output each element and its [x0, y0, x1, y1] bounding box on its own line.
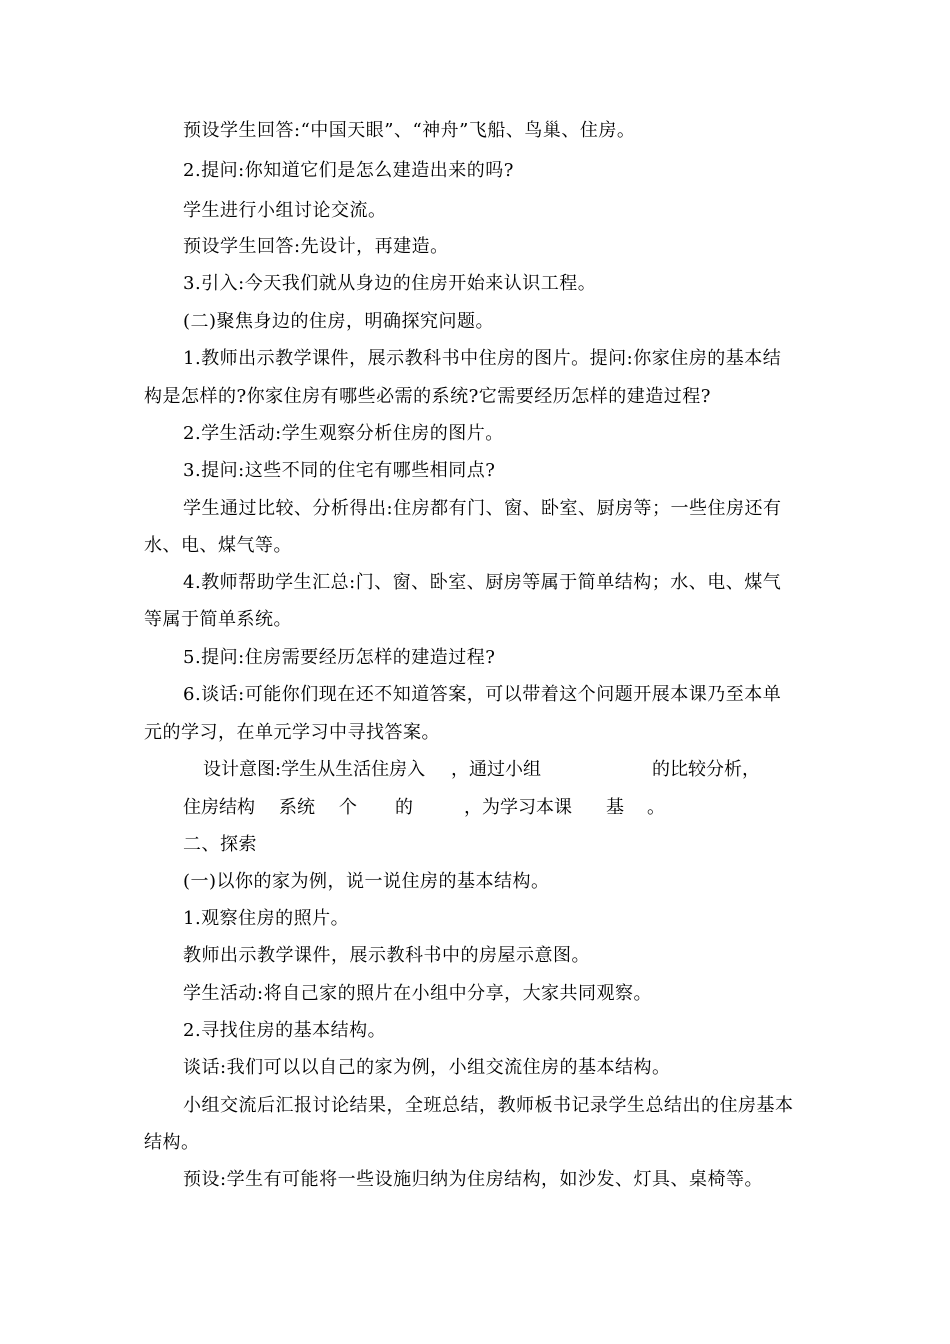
paragraph-line: 小组交流后汇报讨论结果，全班总结，教师板书记录学生总结出的住房基本 — [183, 1095, 794, 1116]
paragraph-line: 等属于简单系统。 — [144, 609, 292, 630]
paragraph-line: 学生通过比较、分析得出:住房都有门、窗、卧室、厨房等；一些住房还有 — [183, 498, 782, 519]
paragraph-line: 3.引入:今天我们就从身边的住房开始来认识工程。 — [183, 273, 597, 294]
design-intent-text: 系统 — [279, 797, 315, 818]
paragraph-line: 结构。 — [144, 1132, 200, 1153]
paragraph-line: 水、电、煤气等。 — [144, 535, 292, 556]
paragraph-line: 构是怎样的?你家住房有哪些必需的系统?它需要经历怎样的建造过程? — [144, 386, 711, 407]
design-intent-text: 基 — [606, 797, 624, 818]
design-intent-text: 设计意图:学生从生活住房入 — [203, 759, 426, 780]
design-intent-text: 住房结构 — [183, 797, 255, 818]
paragraph-line: 学生活动:将自己家的照片在小组中分享，大家共同观察。 — [183, 983, 653, 1004]
paragraph-line: 2.寻找住房的基本结构。 — [183, 1020, 387, 1041]
paragraph-line: 2.提问:你知道它们是怎么建造出来的吗? — [183, 160, 514, 181]
paragraph-line: 学生进行小组讨论交流。 — [183, 200, 387, 221]
section-heading: (二)聚焦身边的住房，明确探究问题。 — [183, 311, 495, 332]
paragraph-line: 1.观察住房的照片。 — [183, 908, 350, 929]
paragraph-line: 1.教师出示教学课件，展示教科书中住房的图片。提问:你家住房的基本结 — [183, 348, 782, 369]
design-intent-text: 的比较分析， — [652, 759, 760, 780]
paragraph-line: 元的学习，在单元学习中寻找答案。 — [144, 722, 440, 743]
paragraph-line: 预设学生回答:先设计，再建造。 — [183, 236, 449, 257]
design-intent-text: 个 — [339, 797, 357, 818]
design-intent-text: ，为学习本课 — [464, 797, 572, 818]
paragraph-line: 谈话:我们可以以自己的家为例，小组交流住房的基本结构。 — [183, 1057, 671, 1078]
paragraph-line: 预设学生回答:“中国天眼”、“神舟”飞船、鸟巢、住房。 — [183, 120, 636, 141]
section-heading: 二、探索 — [183, 834, 257, 855]
paragraph-line: 预设:学生有可能将一些设施归纳为住房结构，如沙发、灯具、桌椅等。 — [183, 1169, 764, 1190]
section-heading: (一)以你的家为例，说一说住房的基本结构。 — [183, 871, 550, 892]
paragraph-line: 3.提问:这些不同的住宅有哪些相同点? — [183, 460, 496, 481]
paragraph-line: 6.谈话:可能你们现在还不知道答案，可以带着这个问题开展本课乃至本单 — [183, 684, 782, 705]
paragraph-line: 5.提问:住房需要经历怎样的建造过程? — [183, 647, 496, 668]
design-intent-text: ，通过小组 — [451, 759, 541, 780]
paragraph-line: 教师出示教学课件，展示教科书中的房屋示意图。 — [183, 945, 590, 966]
paragraph-line: 2.学生活动:学生观察分析住房的图片。 — [183, 423, 504, 444]
paragraph-line: 4.教师帮助学生汇总:门、窗、卧室、厨房等属于简单结构；水、电、煤气 — [183, 572, 782, 593]
design-intent-text: 的 — [395, 797, 413, 818]
design-intent-text: 。 — [647, 797, 665, 818]
